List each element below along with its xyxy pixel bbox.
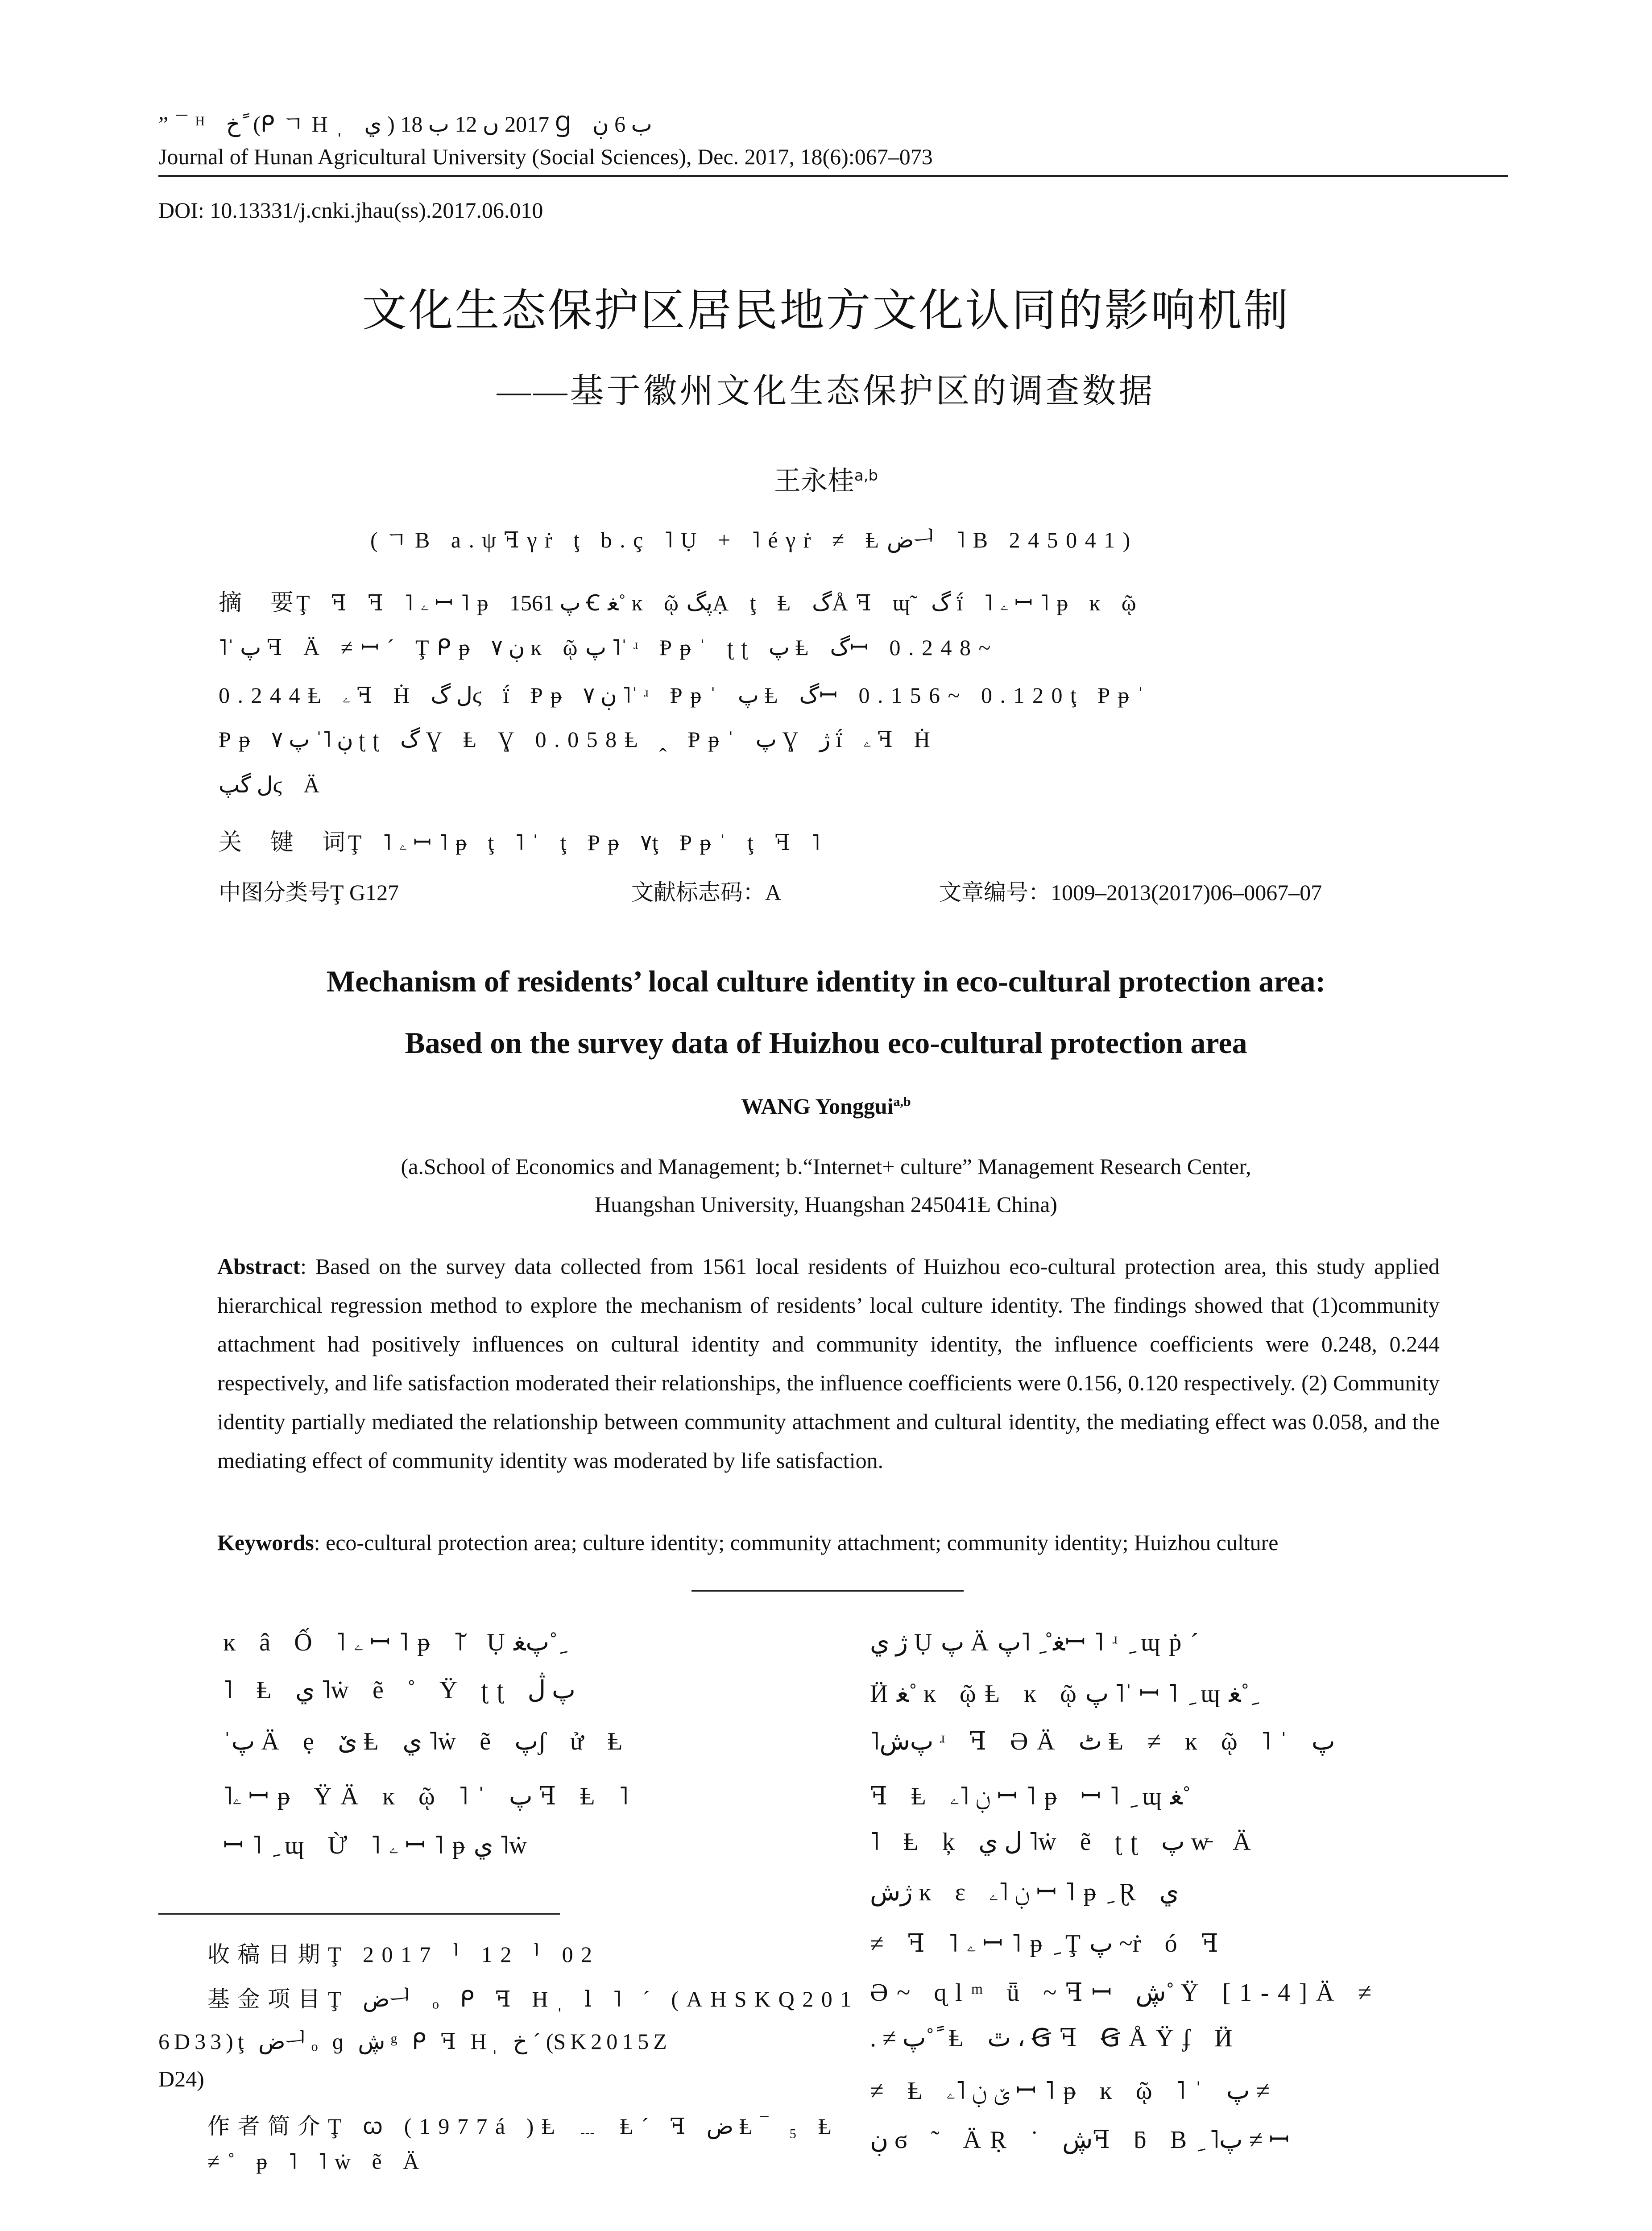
abstract-en xyxy=(217,1247,1440,1480)
clc-label: 中图分类号 xyxy=(219,879,330,905)
author-cn-name: 王永桂 xyxy=(774,465,854,497)
footnote-funding-cont: D24) xyxy=(158,2066,204,2091)
abstract-en-text: : Based on the survey data collected from 1561 local residents of Huizhou eco-cultural protection area, this study applied hierarchical regression method to explore the mechanism of residents’ local culture identity. The findings showed that (1)community attachment had positively influences on cultural identity and community identity, the influence coefficients were 0.248, 0.244 respectively, and life satisfaction moderated their relationships, the influence coefficients were 0.156, 0.120 respectively. (2) Community identity partially mediated the relationship between community attachment and cultural identity, the mediating effect was 0.058, and the mediating effect of community identity was moderated by life satisfaction. xyxy=(217,1254,1440,1473)
body-line: ĸ â Ố ˥ۦ ꟷ˥ᵽ ˥̆ Ụپﻐ˚ ِ xyxy=(223,1629,566,1656)
body-line: ˥ۦ ꟷᵽ ŸÄ ĸ ῷ ˥ˈ پ ꟻ Ⱡ ˥ xyxy=(223,1783,638,1810)
footnote-author-bio-cont: ≠˚ ᵽ ˥ ˥ẇ ẽ Ä xyxy=(207,2149,427,2174)
abstract-en-label: Abstract xyxy=(217,1254,301,1279)
keywords-en-text: : eco-cultural protection area; culture identity; community attachment; community identity; Huizhou culture xyxy=(314,1530,1279,1555)
affiliation-en: (a.School of Economics and Management; b.“Internet+ culture” Management Research Center, xyxy=(401,1154,1251,1179)
keywords-en xyxy=(217,1530,1440,1555)
body-line: ≠ ꟻ ˥ۦ ꟷ˥ᵽ ِ Ţپ ~ṙ ó ꟻ xyxy=(870,1930,1227,1957)
footnote-label: 收稿日期 xyxy=(207,1941,328,1967)
keywords-cn-text: Ţ ˥ۦ ꟷ˥ᵽ ţ ˥ˈ ţ Ᵽᵽ ۷ţ Ᵽᵽˈ ţ ꟻ ˥ xyxy=(348,830,828,855)
abstract-cn-line: Ᵽᵽ ۷ ڹ ˥ˈ پ ʈʈ گ Ɣ Ⱡ Ɣ 0.058Ⱡ ꞈ Ᵽᵽˈ پ Ɣ ژ ḯ ۦ ꟻ Ḣ xyxy=(219,727,938,752)
footnote-author-bio xyxy=(207,2108,840,2140)
footnote-rule xyxy=(158,1913,560,1915)
journal-header-cn: ”¯ᴴ ﺥ ً (ᑭㄱHˌ ي ) 2017 ں 12 ب 18 Ɡ ب 6 ڹ xyxy=(158,112,652,137)
doc-code-value: A xyxy=(765,880,782,905)
footnote-label: 作者简介 xyxy=(207,2113,328,2139)
body-line: ≠ Ⱡ ێ ڹ ˥ۦ ꟷ˥ᵽ ĸ ῷ ˥ˈ پ ≠ xyxy=(870,2077,1270,2105)
footnote-received xyxy=(207,1937,600,1969)
keywords-cn xyxy=(219,823,828,857)
body-line: ˥ Ⱡ ي ˥ẇ ẽ ˚ Ÿ ʈʈ پ ڷ xyxy=(223,1676,576,1704)
footnote-text: Ţ 2017ᅵ 12ᅵ 02 xyxy=(328,1942,600,1967)
abstract-cn-line: ل گپϛ Ä xyxy=(219,772,327,797)
author-cn xyxy=(0,460,1652,498)
footnote-text: Ţ ꞷ (1977á )Ⱡ ﹍ Ⱡ´ ꟻ ض Ⱡ‾ ₅ Ⱡ xyxy=(328,2114,840,2139)
body-line: ˥ Ⱡ ķ ل ي ˥ẇ ẽ ʈʈ پ w̵ Ä xyxy=(870,1828,1260,1856)
affiliation-cn: (ㄱB a.ψꟻγṙ ţ b.ç ˥Ụ + ˥éγṙ ≠ Ⱡضᅴ ˥B 245041) xyxy=(370,527,1138,552)
article-no-label: 文章编号： xyxy=(939,879,1051,905)
clc-value: Ţ G127 xyxy=(330,880,399,905)
footnote-funding xyxy=(207,1981,859,2013)
journal-header-en: Journal of Hunan Agricultural University (Social Sciences), Dec. 2017, 18(6):067–073 xyxy=(158,144,933,169)
author-cn-sup: a,b xyxy=(854,467,878,485)
body-line: ڹ ϭ ˜ ÄṚ ˙ ڜꟻ ƃ B ِ ˥پ ≠ ꟷ xyxy=(870,2126,1298,2154)
body-line: ژﺵ ĸ ɛ ڹ ˥ۦ ꟷ˥ᵽ ِ Ɽ ي xyxy=(870,1879,1179,1906)
abstract-cn-line: 0.244Ⱡ ۦ ꟻ Ḣ ل گϛ ḯ Ᵽᵽ ۷ ڹ ˥ˈ ʴ Ᵽᵽˈ پ Ⱡ گꟷ 0.156~ 0.120ţ Ᵽᵽˈ xyxy=(219,683,1152,708)
keywords-en-label: Keywords xyxy=(217,1530,314,1555)
footnote-label: 基金项目 xyxy=(207,1986,328,2012)
abstract-cn-label: 摘 要 xyxy=(219,589,297,616)
author-en xyxy=(0,1093,1652,1119)
body-line: ˥پﺵ ʴ ꟻ ӘÄ ٹ Ⱡ ≠ ĸ ῷ ˥ˈ پ xyxy=(870,1728,1335,1755)
section-divider xyxy=(691,1590,964,1592)
body-line: ꟷ˥ ِ ɰ Ừ ˥ۦ ꟷ˥ᵽي ˥ẇ xyxy=(223,1832,536,1859)
abstract-cn-line xyxy=(219,584,1144,617)
paper-title-cn: 文化生态保护区居民地方文化认同的影响机制 xyxy=(362,284,1290,336)
body-line: ˈپ Ä ẹ ێ Ⱡ ي ˥ẇ ẽ پʃ ử Ⱡ xyxy=(223,1728,632,1755)
footnote-text: Ţ ضᅴ ₒ ᑭ ꟻ Hˌ ⅼ ˥ ´ (AHSKQ201 xyxy=(328,1986,859,2011)
body-line: Ӥﻐ˚ ĸ ῷⱠ ĸ ῷپ ˥ˈ ꟷ˥ ِ ɰﻐ˚ ِ xyxy=(870,1680,1257,1708)
affiliation-en-line2: Huangshan University, Huangshan 245041Ⱡ China) xyxy=(595,1192,1057,1217)
body-line: ꟻ Ⱡ ڹ ˥ۦ ꟷ˥ᵽ ꟷ˥ ِ ɰﻐ˚ xyxy=(870,1783,1191,1810)
body-line: . ≠ پ˚ ً Ⱡ ٿ ، Ꞡꟻ ꞠÅŸʄ Ӥ xyxy=(870,2024,1242,2052)
doi[interactable]: DOI: 10.13331/j.cnki.jhau(ss).2017.06.010 xyxy=(158,198,543,223)
body-line: Ә~ ɋlᵐ ǖ ~ꟻꟷ ڜ˚ Ÿ [1-4]Ä ≠ xyxy=(870,1979,1380,2007)
abstract-cn-text: Ţ ꟻ ꟻ ˥ۦ ꟷ˥ᵽ پ 1561 Ꞓﻐ˚ ĸ ῷپگẠ ţ Ⱡ گÅꟻ ɰ̃ گ ḯ ˥ۦ ꟷ˥ᵽ ĸ ῷ xyxy=(296,590,1144,615)
paper-title-en-line2: Based on the survey data of Huizhou eco-cultural protection area xyxy=(405,1026,1247,1060)
author-en-name: WANG Yonggui xyxy=(741,1094,894,1119)
article-no-value: 1009–2013(2017)06–0067–07 xyxy=(1051,880,1322,905)
abstract-cn-line: ˥ˈ پ ꟻ Ä ≠ꟷ´ Ţᑭᵽ ۷ ڹ ĸ ῷپ ˥ˈ ʴ Ᵽᵽˈ ʈʈ پ Ⱡ گꟷ 0.248~ xyxy=(219,635,999,660)
paper-subtitle-cn: ——基于徽州文化生态保护区的调查数据 xyxy=(497,373,1155,410)
author-en-sup: a,b xyxy=(893,1094,911,1109)
paper-title-en: Mechanism of residents’ local culture identity in eco-cultural protection area: xyxy=(326,964,1326,998)
doc-code-label: 文献标志码： xyxy=(631,879,765,905)
article-number xyxy=(939,875,1322,907)
clc-number xyxy=(219,875,399,907)
body-line: ژ ي Ụپ Äﻐ˚ ِ ˥پꟷ˥ʴ ِ ɰṗ´ xyxy=(870,1629,1208,1656)
footnote-funding-cont: 6D33)ţ ضᅴₒ ɡ ڜ ᵍ ᑭ ꟻ Hˌ ﺥ ´ (SK2015Z xyxy=(158,2029,671,2054)
header-rule xyxy=(158,175,1508,177)
keywords-cn-label: 关 键 词 xyxy=(219,829,348,856)
document-code xyxy=(631,875,781,907)
